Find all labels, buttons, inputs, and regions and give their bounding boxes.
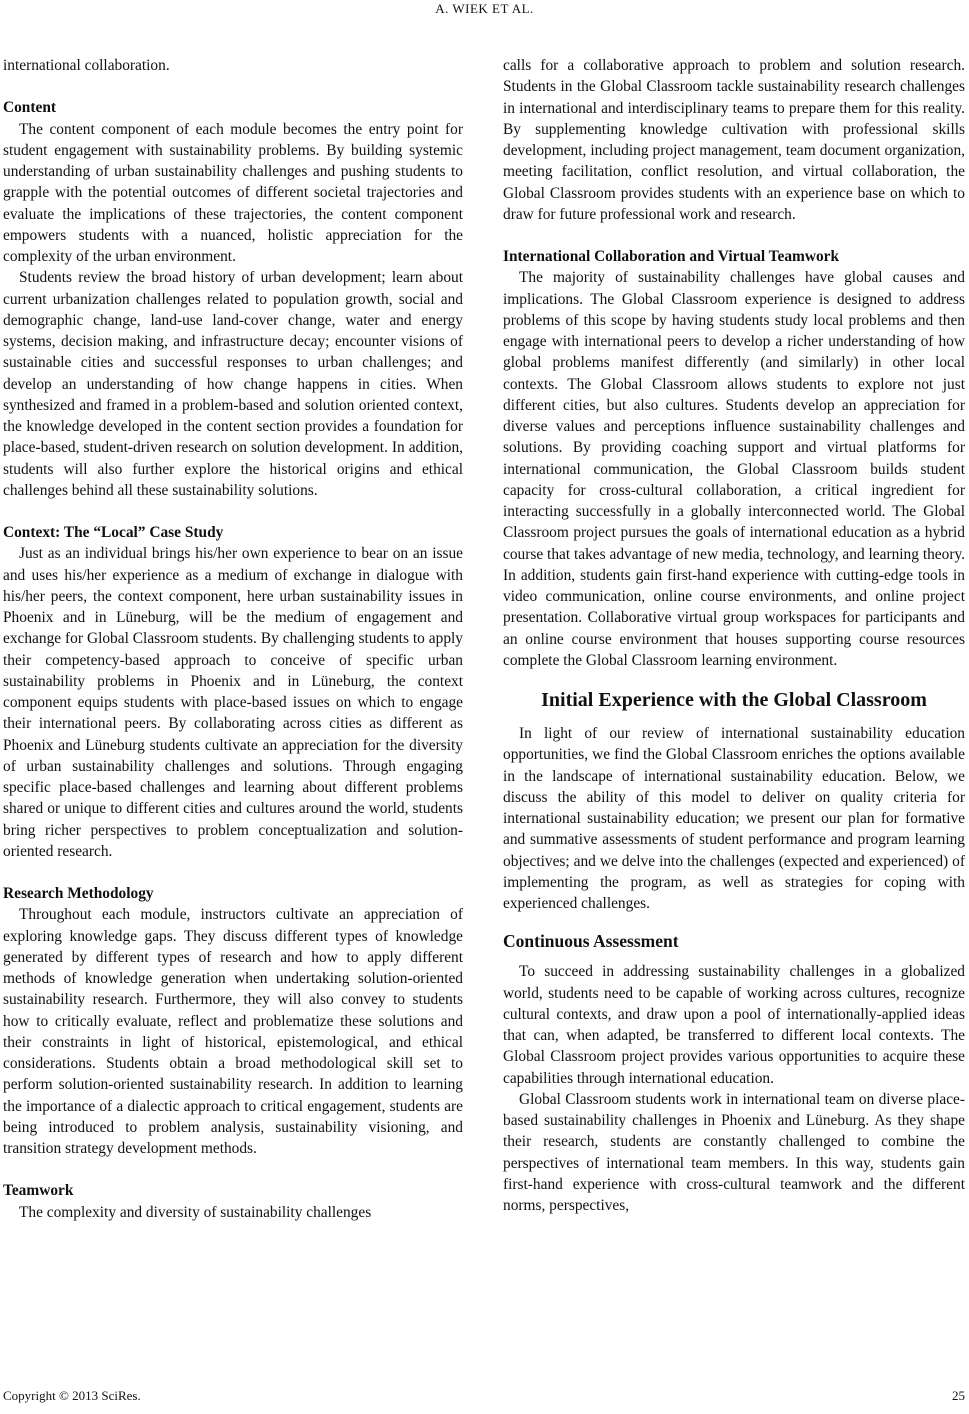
subsection-heading-continuous-assessment: Continuous Assessment bbox=[503, 931, 679, 952]
spacer bbox=[3, 1159, 463, 1180]
paragraph: Global Classroom students work in international team on diverse place-based sustainability challenges in Phoenix and Lüneburg. As they shape their research, students are constantly challenged to combine the perspectives of international team members. In this way, students gain first-hand experience with cross-cultural teamwork and the different norms, perspectives, bbox=[503, 1090, 965, 1214]
paragraph: The majority of sustainability challenges have global causes and implications. The Global Classroom experience is designed to address problems of this scope by having students study local problems and then engage with international peers to develop a richer understanding of how global problems manifest differently (and similarly) in other local contexts. The Global Classroom allows students to explore not just different cities, but also cultures. Students develop an appreciation for diverse values and perceptions influence sustainability challenges and solutions. By providing coaching support and virtual platforms for international communication, the Global Classroom builds student capacity for cross-cultural collaboration, a critical ingredient for interacting successfully in a globally interconnected world. The Global Classroom project pursues the goals of international education as a hybrid course that takes advantage of new media, technology, and learning theory. In addition, students gain first-hand experience with cutting-edge tools in video communication, online course environments, and online project presentation. Collaborative virtual group workspaces for participants and an online course environment that houses supporting course resources complete the Global Classroom learning environment. bbox=[503, 269, 965, 669]
spacer bbox=[3, 76, 463, 97]
spacer bbox=[3, 862, 463, 883]
paragraph: Students review the broad history of urban development; learn about current urbanization challenges related to population growth, social and demographic change, land-use land-cover change, water and energy systems, decision making, and infrastructure decay; encounter visions of sustainable cities and successful responses to urban challenges; and develop an understanding of how change happens in cities. When synthesized and framed in a problem-based and solution oriented context, the knowledge developed in the content section provides a foundation for place-based, student-driven research on solution development. In addition, students will also further explore the historical origins and ethical challenges behind all these sustainability solutions. bbox=[3, 269, 463, 499]
paragraph: Throughout each module, instructors cultivate an appreciation of exploring knowledge gaps. They discuss different types of knowledge generated by different types of research and how to apply different methods of knowledge generation when undertaking solution-oriented sustainability research. Furthermore, they will also convey to students how to critically evaluate, reflect and problematize these solutions and their constraints in light of historical, epistemological, and ethical considerations. Students obtain a broad methodological skill set to perform solution-oriented sustainability research. In addition to learning the importance of a dialectic approach to critical engagement, students are being introduced to problem analysis, sustainability visioning, and transition strategy development methods. bbox=[3, 906, 463, 1157]
paragraph: To succeed in addressing sustainability challenges in a globalized world, students need to be capable of working across cultures, recognize cultural contexts, and draw upon a pool of internationally-applied ideas that can, when adapted, be transferred to different local contexts. The Global Classroom project provides various opportunities to acquire these capabilities through international education. bbox=[503, 963, 965, 1087]
paragraph: international collaboration. bbox=[3, 57, 170, 74]
paragraph: calls for a collaborative approach to problem and solution research. Students in the Global Classroom tackle sustainability research challenges in international and interdisciplinary teams to prepare them for this reality. By supplementing knowledge cultivation with professional skills development, including project management, team document organization, meeting facilitation, conflict resolution, and virtual collaboration, the Global Classroom provides students with an experience base on which to draw for future professional work and research. bbox=[503, 57, 965, 223]
paragraph: The content component of each module becomes the entry point for student engagement with sustainability problems. By building systemic understanding of urban sustainability challenges and pushing students to grapple with the potential outcomes of different societal trajectories and evaluate the implications of these trajectories, the content component empowers students with a nuanced, holistic appreciation for the complexity of the urban environment. bbox=[3, 120, 463, 265]
left-column bbox=[3, 55, 463, 1223]
spacer bbox=[503, 953, 965, 961]
spacer bbox=[503, 671, 965, 687]
spacer bbox=[3, 501, 463, 522]
copyright-notice: Copyright © 2013 SciRes. bbox=[3, 1388, 141, 1403]
section-title-initial-experience: Initial Experience with the Global Classroom bbox=[541, 689, 927, 711]
spacer bbox=[503, 225, 965, 246]
running-head: A. WIEK ET AL. bbox=[435, 1, 534, 16]
page-number: 25 bbox=[952, 1388, 965, 1403]
paragraph: In light of our review of international sustainability education opportunities, we find the Global Classroom enriches the options available in the landscape of international sustainability education. Below, we discuss the ability of this model to deliver on quality criteria for international sustainability education; we present our plan for formative and summative assessments of student performance and program learning objectives; and we delve into the challenges (expected and experienced) of implementing the program, as well as strategies for coping with experienced challenges. bbox=[503, 725, 965, 912]
right-column bbox=[503, 55, 965, 1216]
page-footer bbox=[3, 1387, 965, 1405]
section-heading-context: Context: The “Local” Case Study bbox=[3, 524, 224, 541]
paragraph: The complexity and diversity of sustainability challenges bbox=[19, 1203, 372, 1221]
section-heading-teamwork: Teamwork bbox=[3, 1182, 74, 1200]
paragraph: Just as an individual brings his/her own experience to bear on an issue and uses his/her experience as a medium of exchange in dialogue with his/her peers, the context component, here urban sustainability issues in Phoenix and in Lüneburg, will be the medium of engagement and exchange for Global Classroom students. By challenging students to apply their competency-based approach to conceive of specific urban sustainability problems in Phoenix and in Lüneburg, the context component equips students with place-based issues on which to engage their international peers. By collaborating across cities as different as Phoenix and Lüneburg students cultivate an appreciation for the diversity of urban sustainability challenges and solutions. Through engaging specific place-based challenges and learning about different problems shared or unique to different cities and cultures around the world, students bring richer perspectives to problem conceptualization and solution-oriented research. bbox=[3, 545, 463, 860]
spacer bbox=[503, 713, 965, 723]
spacer bbox=[503, 914, 965, 930]
section-heading-international-collaboration: International Collaboration and Virtual Teamwork bbox=[503, 248, 840, 265]
section-heading-content: Content bbox=[3, 99, 57, 117]
section-heading-research-methodology: Research Methodology bbox=[3, 885, 154, 902]
